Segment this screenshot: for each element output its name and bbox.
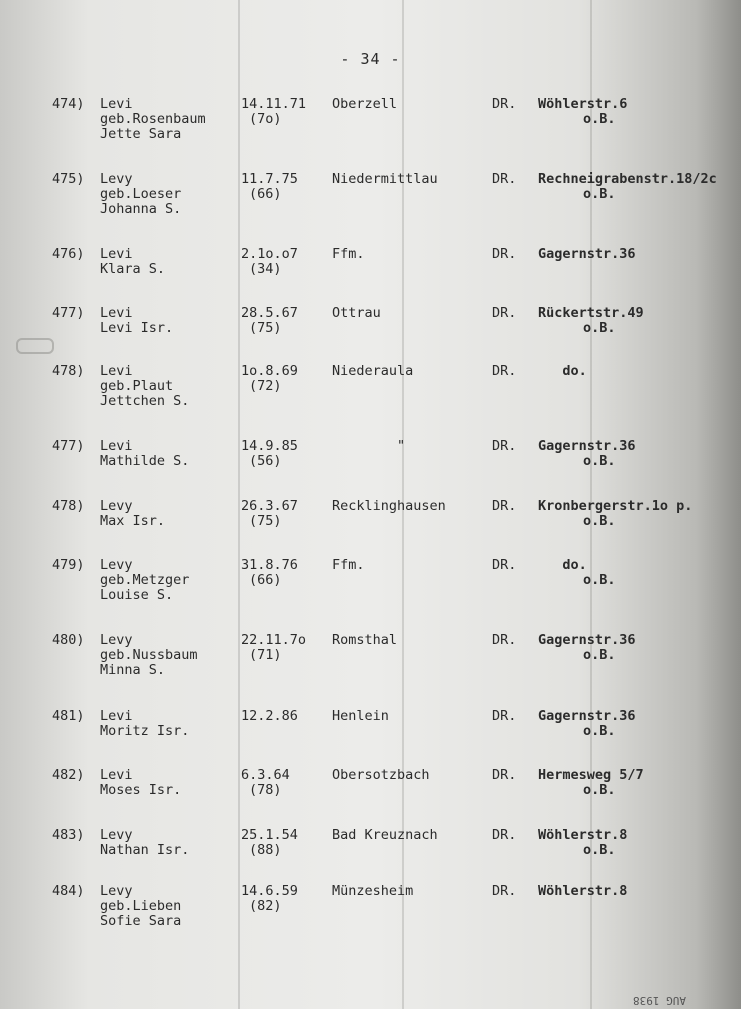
surname: Levi — [100, 96, 133, 112]
address: Gagernstr.36 — [538, 632, 636, 648]
name-line-2: Moritz Isr. — [100, 723, 190, 739]
entry-number: 477) — [52, 305, 85, 321]
birth-place: Ottrau — [332, 305, 381, 321]
birth-date: 6.3.64 — [241, 767, 290, 783]
address: do. — [538, 557, 587, 573]
age: (82) — [249, 898, 282, 914]
birth-date: 14.11.71 — [241, 96, 307, 112]
address-note: o.B. — [583, 186, 616, 202]
entry-number: 482) — [52, 767, 85, 783]
birth-date: 14.6.59 — [241, 883, 298, 899]
entry-number: 483) — [52, 827, 85, 843]
nationality: DR. — [492, 96, 517, 112]
birth-place: Obersotzbach — [332, 767, 430, 783]
surname: Levy — [100, 883, 133, 899]
nationality: DR. — [492, 171, 517, 187]
name-line-2: Nathan Isr. — [100, 842, 190, 858]
age: (75) — [249, 320, 282, 336]
birth-date: 22.11.7o — [241, 632, 307, 648]
address-note: o.B. — [583, 572, 616, 588]
address: Gagernstr.36 — [538, 246, 636, 262]
age: (66) — [249, 572, 282, 588]
list-item — [0, 306, 741, 366]
name-line-2: Klara S. — [100, 261, 166, 277]
name-line-3: Jette Sara — [100, 126, 182, 142]
nationality: DR. — [492, 438, 517, 454]
address: Kronbergerstr.1o p. — [538, 498, 693, 514]
page-number: - 34 - — [340, 50, 401, 68]
nationality: DR. — [492, 767, 517, 783]
list-item — [0, 709, 741, 769]
name-line-2: geb.Loeser — [100, 186, 182, 202]
surname: Levi — [100, 363, 133, 379]
name-line-2: Max Isr. — [100, 513, 166, 529]
name-line-2: Mathilde S. — [100, 453, 190, 469]
birth-place: Ffm. — [332, 557, 365, 573]
surname: Levi — [100, 708, 133, 724]
name-line-3: Louise S. — [100, 587, 174, 603]
birth-date: 1o.8.69 — [241, 363, 298, 379]
address-note: o.B. — [583, 782, 616, 798]
age: (75) — [249, 513, 282, 529]
birth-date: 12.2.86 — [241, 708, 298, 724]
surname: Levy — [100, 498, 133, 514]
name-line-2: Moses Isr. — [100, 782, 182, 798]
surname: Levy — [100, 827, 133, 843]
birth-place: Recklinghausen — [332, 498, 446, 514]
birth-date: 2.1o.o7 — [241, 246, 298, 262]
list-item — [0, 247, 741, 307]
birth-place: Niedermittlau — [332, 171, 438, 187]
entry-number: 476) — [52, 246, 85, 262]
surname: Levi — [100, 246, 133, 262]
address: Wöhlerstr.8 — [538, 827, 628, 843]
list-item — [0, 633, 741, 693]
nationality: DR. — [492, 708, 517, 724]
age: (72) — [249, 378, 282, 394]
nationality: DR. — [492, 632, 517, 648]
birth-place: " — [332, 438, 406, 454]
entry-number: 480) — [52, 632, 85, 648]
address: Hermesweg 5/7 — [538, 767, 644, 783]
list-item — [0, 172, 741, 232]
age: (7o) — [249, 111, 282, 127]
birth-date: 28.5.67 — [241, 305, 298, 321]
name-line-3: Johanna S. — [100, 201, 182, 217]
address: Rechneigrabenstr.18/2c — [538, 171, 717, 187]
entry-number: 484) — [52, 883, 85, 899]
entry-number: 477) — [52, 438, 85, 454]
birth-date: 25.1.54 — [241, 827, 298, 843]
name-line-2: geb.Plaut — [100, 378, 174, 394]
surname: Levy — [100, 171, 133, 187]
nationality: DR. — [492, 498, 517, 514]
entry-number: 478) — [52, 498, 85, 514]
list-item — [0, 884, 741, 944]
date-stamp: AUG 1938 — [633, 994, 686, 1007]
address-note: o.B. — [583, 320, 616, 336]
address: Wöhlerstr.6 — [538, 96, 628, 112]
entry-number: 481) — [52, 708, 85, 724]
list-item — [0, 364, 741, 424]
name-line-2: geb.Rosenbaum — [100, 111, 206, 127]
age: (56) — [249, 453, 282, 469]
entry-number: 479) — [52, 557, 85, 573]
list-item — [0, 499, 741, 559]
surname: Levy — [100, 632, 133, 648]
nationality: DR. — [492, 557, 517, 573]
age: (78) — [249, 782, 282, 798]
address: Gagernstr.36 — [538, 438, 636, 454]
entry-number: 478) — [52, 363, 85, 379]
name-line-2: geb.Metzger — [100, 572, 190, 588]
birth-place: Romsthal — [332, 632, 398, 648]
address-note: o.B. — [583, 723, 616, 739]
list-item — [0, 97, 741, 157]
address: do. — [538, 363, 587, 379]
name-line-3: Sofie Sara — [100, 913, 182, 929]
surname: Levy — [100, 557, 133, 573]
list-item — [0, 768, 741, 828]
birth-place: Münzesheim — [332, 883, 414, 899]
nationality: DR. — [492, 246, 517, 262]
entry-number: 475) — [52, 171, 85, 187]
address-note: o.B. — [583, 842, 616, 858]
address: Gagernstr.36 — [538, 708, 636, 724]
surname: Levi — [100, 305, 133, 321]
address: Rückertstr.49 — [538, 305, 644, 321]
name-line-3: Minna S. — [100, 662, 166, 678]
address-note: o.B. — [583, 111, 616, 127]
name-line-2: Levi Isr. — [100, 320, 174, 336]
address-note: o.B. — [583, 647, 616, 663]
age: (66) — [249, 186, 282, 202]
birth-date: 11.7.75 — [241, 171, 298, 187]
birth-place: Ffm. — [332, 246, 365, 262]
nationality: DR. — [492, 883, 517, 899]
nationality: DR. — [492, 363, 517, 379]
birth-date: 26.3.67 — [241, 498, 298, 514]
birth-place: Bad Kreuznach — [332, 827, 438, 843]
nationality: DR. — [492, 305, 517, 321]
age: (88) — [249, 842, 282, 858]
age: (71) — [249, 647, 282, 663]
birth-place: Henlein — [332, 708, 389, 724]
address-note: o.B. — [583, 513, 616, 529]
name-line-2: geb.Lieben — [100, 898, 182, 914]
list-item — [0, 828, 741, 888]
entry-number: 474) — [52, 96, 85, 112]
birth-place: Niederaula — [332, 363, 414, 379]
surname: Levi — [100, 767, 133, 783]
address: Wöhlerstr.8 — [538, 883, 628, 899]
nationality: DR. — [492, 827, 517, 843]
list-item — [0, 558, 741, 618]
birth-date: 14.9.85 — [241, 438, 298, 454]
name-line-2: geb.Nussbaum — [100, 647, 198, 663]
surname: Levi — [100, 438, 133, 454]
birth-date: 31.8.76 — [241, 557, 298, 573]
address-note: o.B. — [583, 453, 616, 469]
birth-place: Oberzell — [332, 96, 398, 112]
age: (34) — [249, 261, 282, 277]
list-item — [0, 439, 741, 499]
name-line-3: Jettchen S. — [100, 393, 190, 409]
